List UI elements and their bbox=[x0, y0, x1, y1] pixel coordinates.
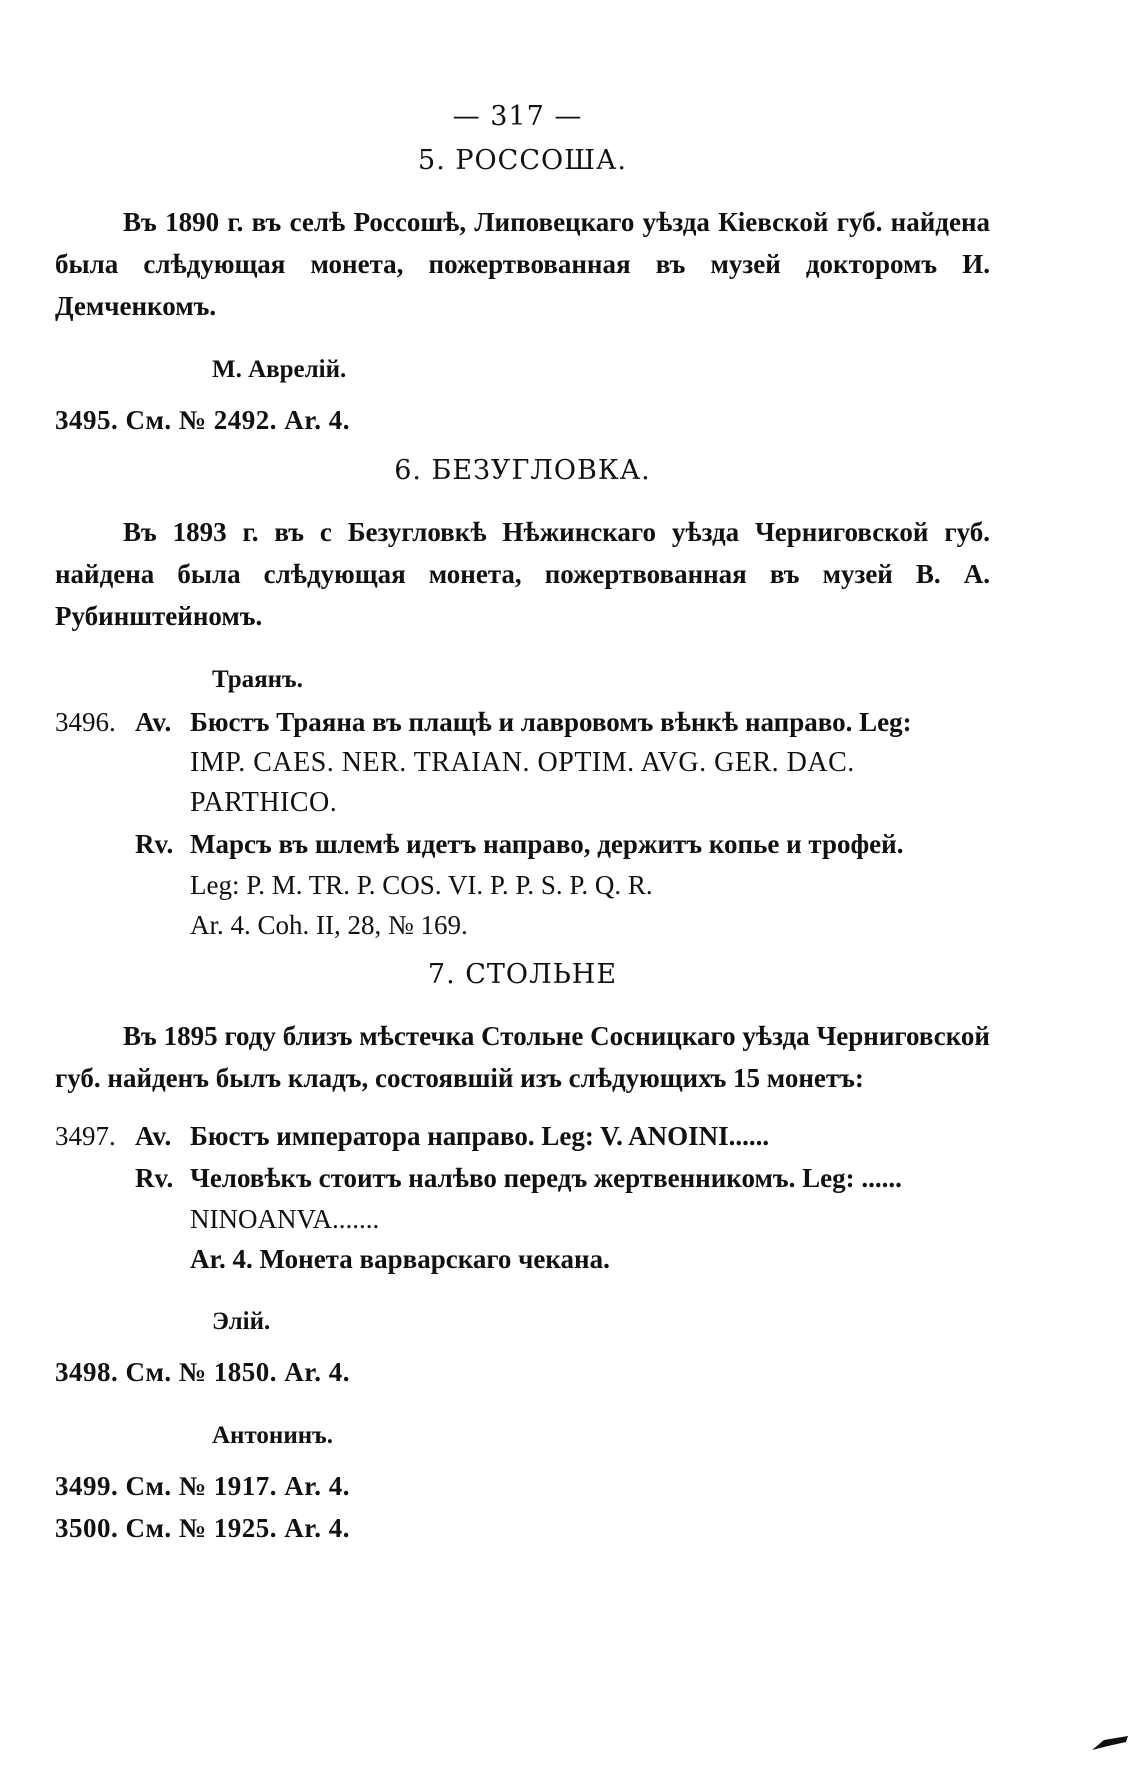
section-heading-stolne: 7. СТОЛЬНЕ bbox=[427, 959, 618, 990]
section-paragraph-stolne: Въ 1895 году близъ мѣстечка Стольне Сосницкаго уѣзда Черниговской губ. найденъ былъ кладъ, состоявшій изъ слѣдующихъ 15 монетъ: bbox=[55, 1021, 990, 1093]
entry-number: 3496. bbox=[55, 707, 116, 737]
obverse-label: Av. bbox=[135, 707, 172, 737]
catalog-entry-3495: 3495. См. № 2492. Ar. 4. bbox=[55, 405, 351, 435]
catalog-entry-3496-reverse bbox=[55, 823, 990, 865]
obverse-description: Бюстъ Траяна въ плащѣ и лавровомъ вѣнкѣ направо. Leg: bbox=[190, 707, 912, 737]
section-heading-bezuglovka: 6. БЕЗУГЛОВКА. bbox=[394, 455, 651, 486]
reverse-legend: NINOANVA....... bbox=[190, 1204, 380, 1234]
ruler-name-antoninus: Антонинъ. bbox=[212, 1422, 333, 1449]
page-number: — 317 — bbox=[452, 101, 583, 132]
section-paragraph-rossosha: Въ 1890 г. въ селѣ Россошѣ, Липовецкаго уѣзда Кіевской губ. найдена была слѣдующая монета, пожертвованная въ музей докторомъ И. Демченкомъ. bbox=[55, 207, 990, 321]
catalog-entry-3496-obverse bbox=[55, 701, 990, 743]
reverse-description: Человѣкъ стоитъ налѣво передъ жертвенникомъ. Leg: ...... bbox=[190, 1163, 902, 1193]
obverse-label: Av. bbox=[135, 1121, 172, 1151]
page bbox=[55, 95, 990, 1549]
obverse-legend-line-2: PARTHICO. bbox=[190, 787, 338, 818]
reverse-label: Rv. bbox=[135, 829, 174, 859]
ruler-name-aurelius: М. Аврелій. bbox=[212, 356, 347, 383]
catalog-entry-3499: 3499. См. № 1917. Ar. 4. bbox=[55, 1471, 351, 1501]
catalog-entry-3497-reverse bbox=[55, 1157, 990, 1199]
obverse-legend-line-1: IMP. CAES. NER. TRAIAN. OPTIM. AVG. GER. DAC. bbox=[190, 747, 855, 778]
reverse-reference: Ar. 4. Монета варварскаго чекана. bbox=[190, 1244, 610, 1274]
obverse-description: Бюстъ императора направо. Leg: V. ANOINI...... bbox=[190, 1121, 770, 1151]
scan-mark-icon bbox=[1090, 1734, 1130, 1752]
section-heading-rossosha: 5. РОССОША. bbox=[418, 145, 627, 176]
reverse-label: Rv. bbox=[135, 1163, 174, 1193]
catalog-entry-3498: 3498. См. № 1850. Ar. 4. bbox=[55, 1357, 351, 1387]
reverse-description: Марсъ въ шлемѣ идетъ направо, держитъ копье и трофей. bbox=[190, 829, 904, 859]
reverse-reference: Ar. 4. Coh. II, 28, № 169. bbox=[190, 910, 468, 940]
catalog-entry-3497-obverse bbox=[55, 1115, 990, 1157]
ruler-name-trajan: Траянъ. bbox=[212, 666, 303, 693]
ruler-name-aelius: Элій. bbox=[212, 1308, 271, 1335]
entry-number: 3497. bbox=[55, 1121, 116, 1151]
catalog-entry-3500: 3500. См. № 1925. Ar. 4. bbox=[55, 1513, 351, 1543]
reverse-legend: Leg: P. M. TR. P. COS. VI. P. P. S. P. Q. R. bbox=[190, 870, 653, 900]
section-paragraph-bezuglovka: Въ 1893 г. въ с Безугловкѣ Нѣжинскаго уѣзда Черниговской губ. найдена была слѣдующая монета, пожертвованная въ музей В. А. Рубинштейномъ. bbox=[55, 517, 990, 631]
